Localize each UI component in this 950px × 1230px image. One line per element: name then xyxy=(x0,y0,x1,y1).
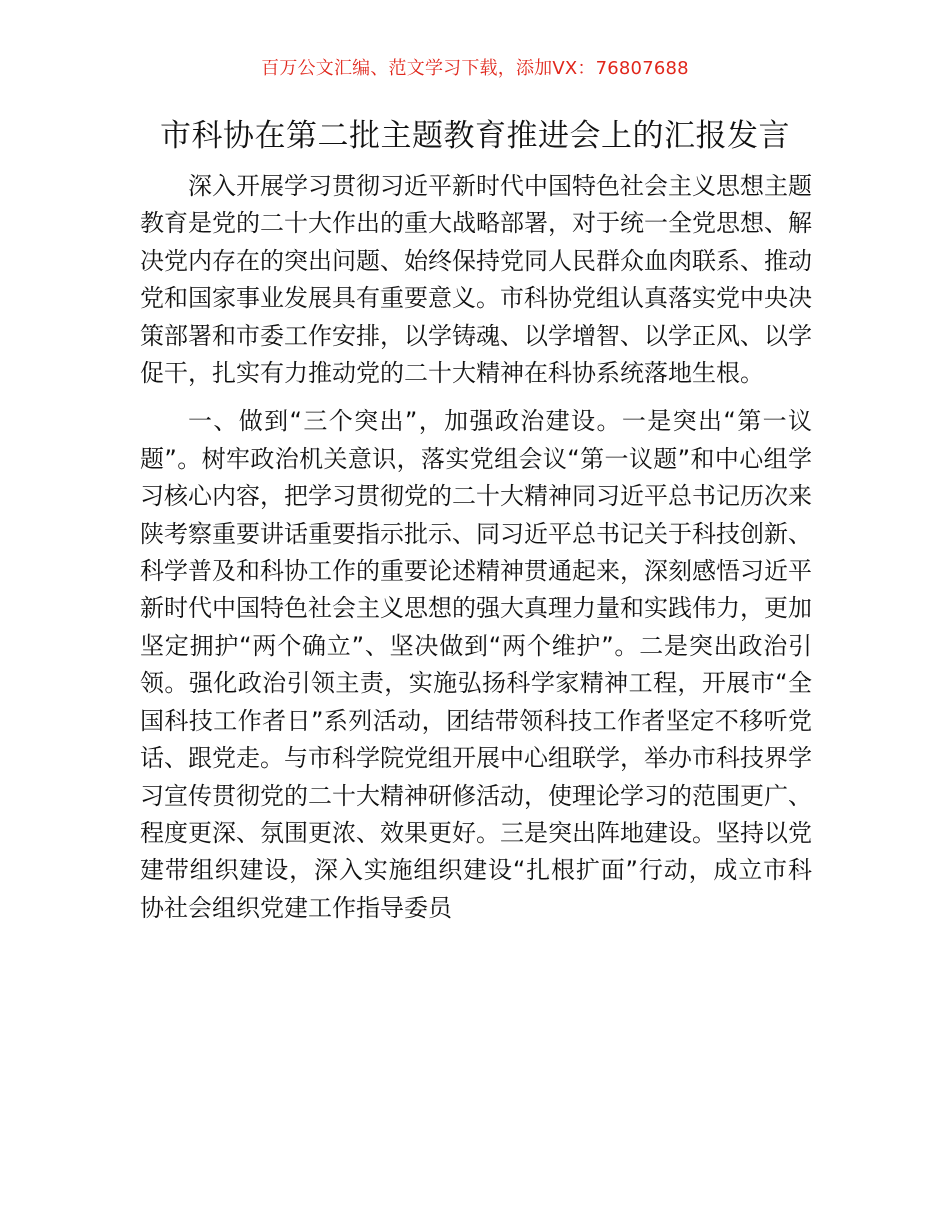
watermark-banner: 百万公文汇编、范文学习下载，添加VX：76807688 xyxy=(261,58,689,79)
paragraph-intro: 深入开展学习贯彻习近平新时代中国特色社会主义思想主题教育是党的二十大作出的重大战略部署，对于统一全党思想、解决党内存在的突出问题、始终保持党同人民群众血肉联系、推动党和国家事业发展具有重要意义。市科协党组认真落实党中央决策部署和市委工作安排，以学铸魂、以学增智、以学正风、以学促干，扎实有力推动党的二十大精神在科协系统落地生根。 xyxy=(140,172,812,388)
document-body xyxy=(140,168,812,927)
document-title: 市科协在第二批主题教育推进会上的汇报发言 xyxy=(160,118,790,154)
paragraph-section-one: 一、做到“三个突出”，加强政治建设。一是突出“第一议题”。树牢政治机关意识，落实党组会议“第一议题”和中心组学习核心内容，把学习贯彻党的二十大精神同习近平总书记历次来陕考察重要讲话重要指示批示、同习近平总书记关于科技创新、科学普及和科协工作的重要论述精神贯通起来，深刻感悟习近平新时代中国特色社会主义思想的强大真理力量和实践伟力，更加坚定拥护“两个确立”、坚决做到“两个维护”。二是突出政治引领。强化政治引领主责，实施弘扬科学家精神工程，开展市“全国科技工作者日”系列活动，团结带领科技工作者坚定不移听党话、跟党走。与市科学院党组开展中心组联学，举办市科技界学习宣传贯彻党的二十大精神研修活动，使理论学习的范围更广、程度更深、氛围更浓、效果更好。三是突出阵地建设。坚持以党建带组织建设，深入实施组织建设“扎根扩面”行动，成立市科协社会组织党建工作指导委员 xyxy=(140,407,812,922)
